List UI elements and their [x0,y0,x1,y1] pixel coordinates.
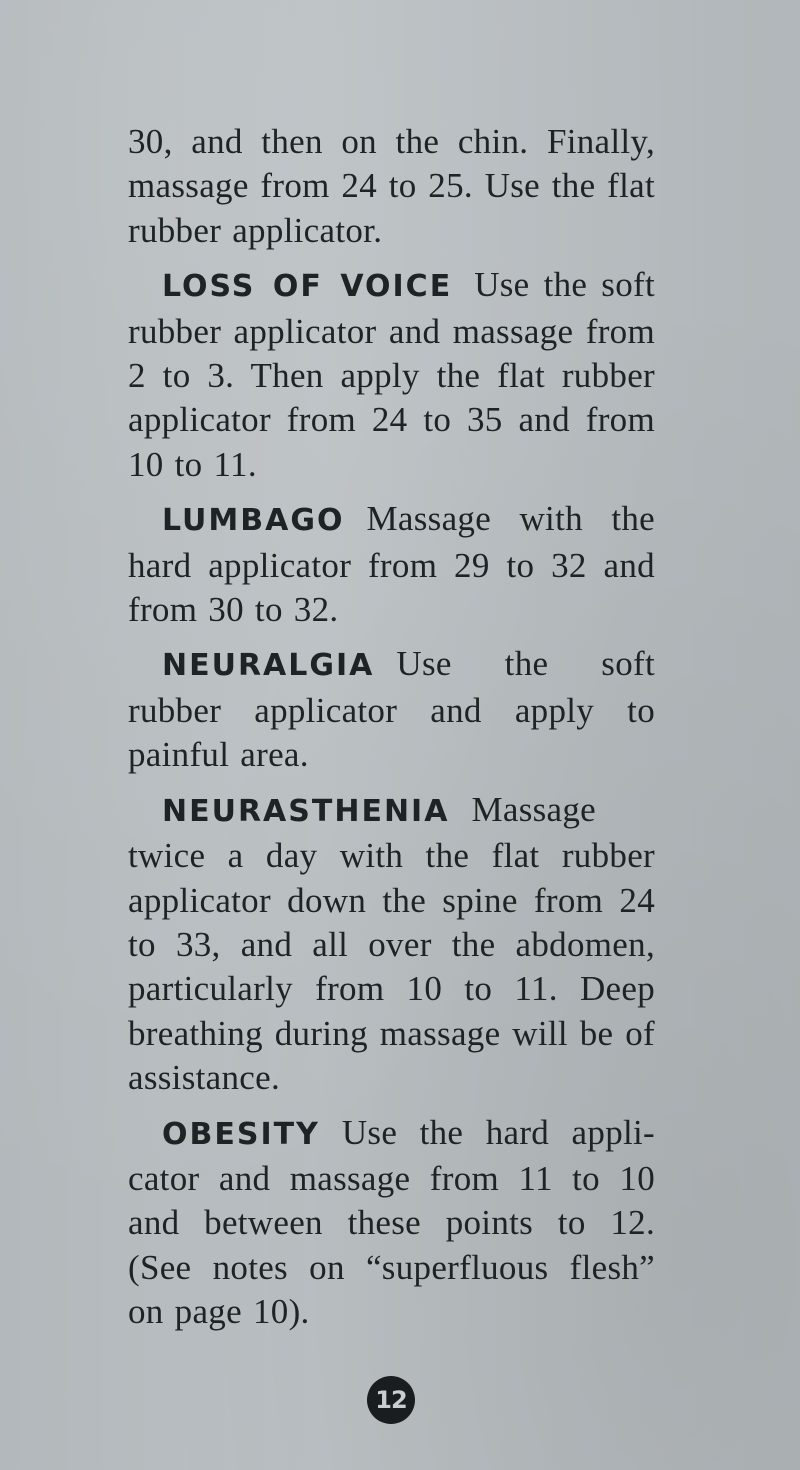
paragraph-neuralgia [128,642,655,777]
paragraph-text: Massage with the hard applicator from 29 to 32 and from 30 to 32. [128,499,655,630]
paragraph-text: Use the soft rubber applicator and massage from 2 to 3. Then apply the flat rubber applicator from 24 to 35 and from 10 to 11. [128,265,655,484]
paragraph-text: Use the soft rubber applicator and apply to painful area. [128,644,655,775]
paragraph-continuation [128,120,655,253]
paragraph-loss-of-voice [128,263,655,487]
page-body [128,120,655,1345]
page-number-badge: 12 [367,1376,415,1424]
heading-loss-of-voice: LOSS OF VOICE [162,269,453,305]
heading-neuralgia: NEURALGIA [162,648,375,684]
paragraph-neurasthenia [128,788,655,1101]
paragraph-text: 30, and then on the chin. Finally, massage from 24 to 25. Use the flat rubber applicator. [128,122,655,250]
paragraph-obesity [128,1111,655,1335]
heading-neurasthenia: NEURASTHENIA [162,793,450,829]
heading-lumbago: LUMBAGO [162,503,345,539]
paragraph-text: Use the hard appli-cator and massage from 11 to 10 and between these points to 12. (See notes on “superfluous flesh” on page 10). [128,1112,655,1332]
heading-obesity: OBESITY [162,1116,320,1152]
paragraph-text: Massage twice a day with the flat rubber applicator down the spine from 24 to 33, and all over the abdomen, particularly from 10 to 11. Deep breathing during massage will be of assistance. [128,789,655,1098]
paragraph-lumbago [128,497,655,632]
